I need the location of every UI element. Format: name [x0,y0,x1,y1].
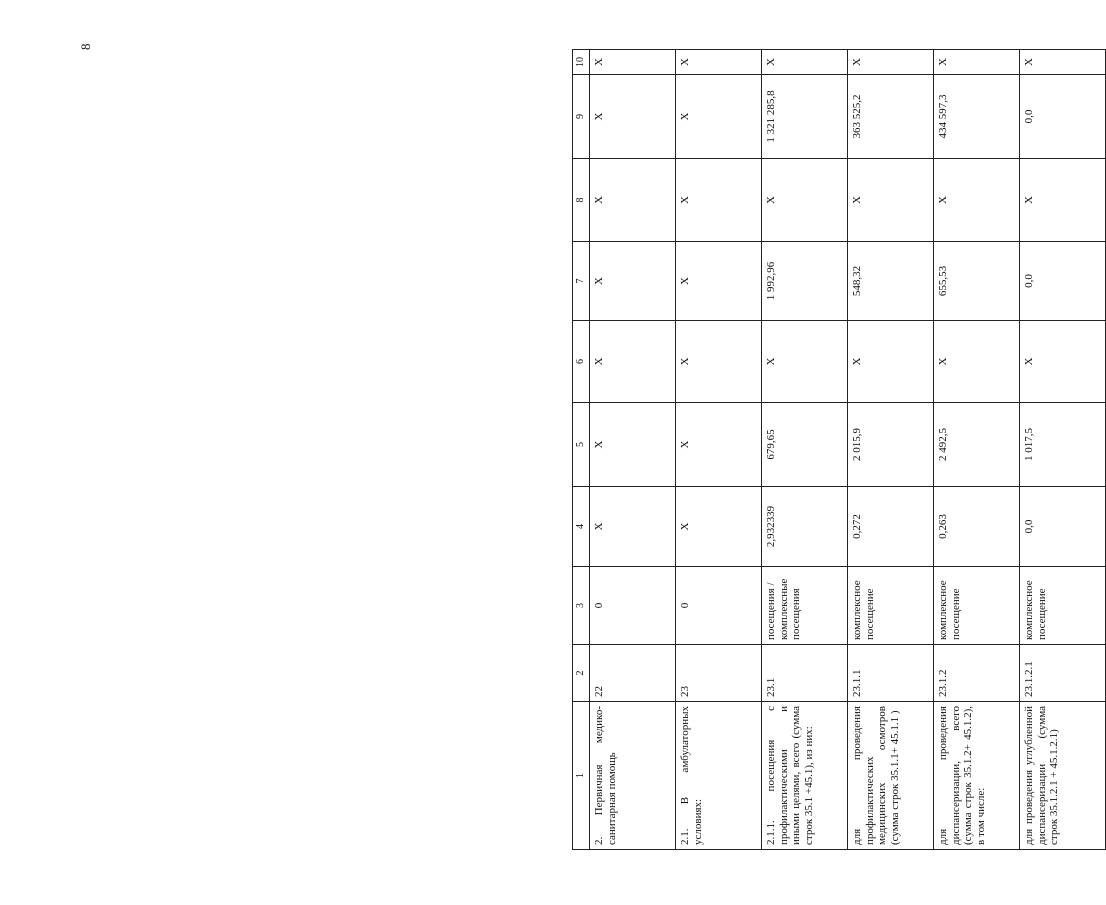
cell-col9: 434 597,3 [934,75,1020,159]
cell-col5: 1 017,5 [1020,403,1106,487]
row-code: 23 [676,645,762,702]
cell-col5: 679,65 [762,403,848,487]
cell-col8: Х [762,159,848,242]
cell-col4: Х [676,487,762,567]
row-unit: 0 [676,567,762,645]
row-code: 22 [590,645,676,702]
row-code: 23.1.1 [848,645,934,702]
cell-col8: Х [590,159,676,242]
cell-col7: 655,53 [934,242,1020,321]
table-row [762,50,848,850]
row-name: для проведения профилактических медицинских осмотров (сумма строк 35.1.1+ 45.1.1 ) [848,702,934,850]
cell-col9: Х [676,75,762,159]
cell-col6: Х [848,321,934,403]
cell-col7: 548,32 [848,242,934,321]
row-unit: комплексное посещение [934,567,1020,645]
cell-col9: 0,0 [1020,75,1106,159]
table-row [676,50,762,850]
cell-col5: 2 492,5 [934,403,1020,487]
cell-col8: Х [934,159,1020,242]
cell-col9: Х [590,75,676,159]
cell-col6: Х [762,321,848,403]
row-name: 2.1.1. посещения с профилактическими и иными целями, всего (сумма строк 35.1 +45.1), из них: [762,702,848,850]
cell-col4: 0,272 [848,487,934,567]
cell-col6: Х [590,321,676,403]
row-code: 23.1 [762,645,848,702]
cell-col8: Х [1020,159,1106,242]
cell-col10: Х [762,50,848,75]
cell-col6: Х [676,321,762,403]
table-row [934,50,1020,850]
column-header: 10 [573,50,590,75]
rotated-table-sheet [572,50,1061,850]
column-header: 4 [573,487,590,567]
cell-col7: Х [590,242,676,321]
table-row [590,50,676,850]
cell-col7: 0,0 [1020,242,1106,321]
cell-col4: 0,263 [934,487,1020,567]
column-header: 5 [573,403,590,487]
cell-col8: Х [676,159,762,242]
cell-col9: 1 321 285,8 [762,75,848,159]
column-header: 1 [573,702,590,850]
row-unit: 0 [590,567,676,645]
cell-col4: 2,932339 [762,487,848,567]
row-unit: посещения / комплексные посещения [762,567,848,645]
cell-col6: Х [934,321,1020,403]
row-name: 2. Первичная медико-санитарная помощь [590,702,676,850]
data-table [572,49,1106,850]
cell-col5: Х [590,403,676,487]
column-header: 2 [573,645,590,702]
cell-col10: Х [676,50,762,75]
cell-col7: Х [676,242,762,321]
column-header: 6 [573,321,590,403]
cell-col4: 0,0 [1020,487,1106,567]
cell-col8: Х [848,159,934,242]
row-name: для проведения диспансеризации, всего (сумма строк 35.1.2+ 45.1.2), в том числе: [934,702,1020,850]
cell-col5: 2 015,9 [848,403,934,487]
column-number-row [573,50,590,850]
cell-col5: Х [676,403,762,487]
row-unit: комплексное посещение [1020,567,1106,645]
table-row [848,50,934,850]
column-header: 3 [573,567,590,645]
cell-col9: 363 525,2 [848,75,934,159]
column-header: 8 [573,159,590,242]
column-header: 9 [573,75,590,159]
cell-col4: Х [590,487,676,567]
page-number: 8 [78,43,93,50]
table-row [1020,50,1106,850]
row-unit: комплексное посещение [848,567,934,645]
row-name: для проведения углубленной диспансеризации (сумма строк 35.1.2.1 + 45.1.2.1) [1020,702,1106,850]
cell-col10: Х [1020,50,1106,75]
row-name: 2.1. В амбулаторных условиях: [676,702,762,850]
cell-col10: Х [590,50,676,75]
cell-col10: Х [848,50,934,75]
cell-col10: Х [934,50,1020,75]
column-header: 7 [573,242,590,321]
row-code: 23.1.2.1 [1020,645,1106,702]
row-code: 23.1.2 [934,645,1020,702]
cell-col6: Х [1020,321,1106,403]
cell-col7: 1 992,96 [762,242,848,321]
